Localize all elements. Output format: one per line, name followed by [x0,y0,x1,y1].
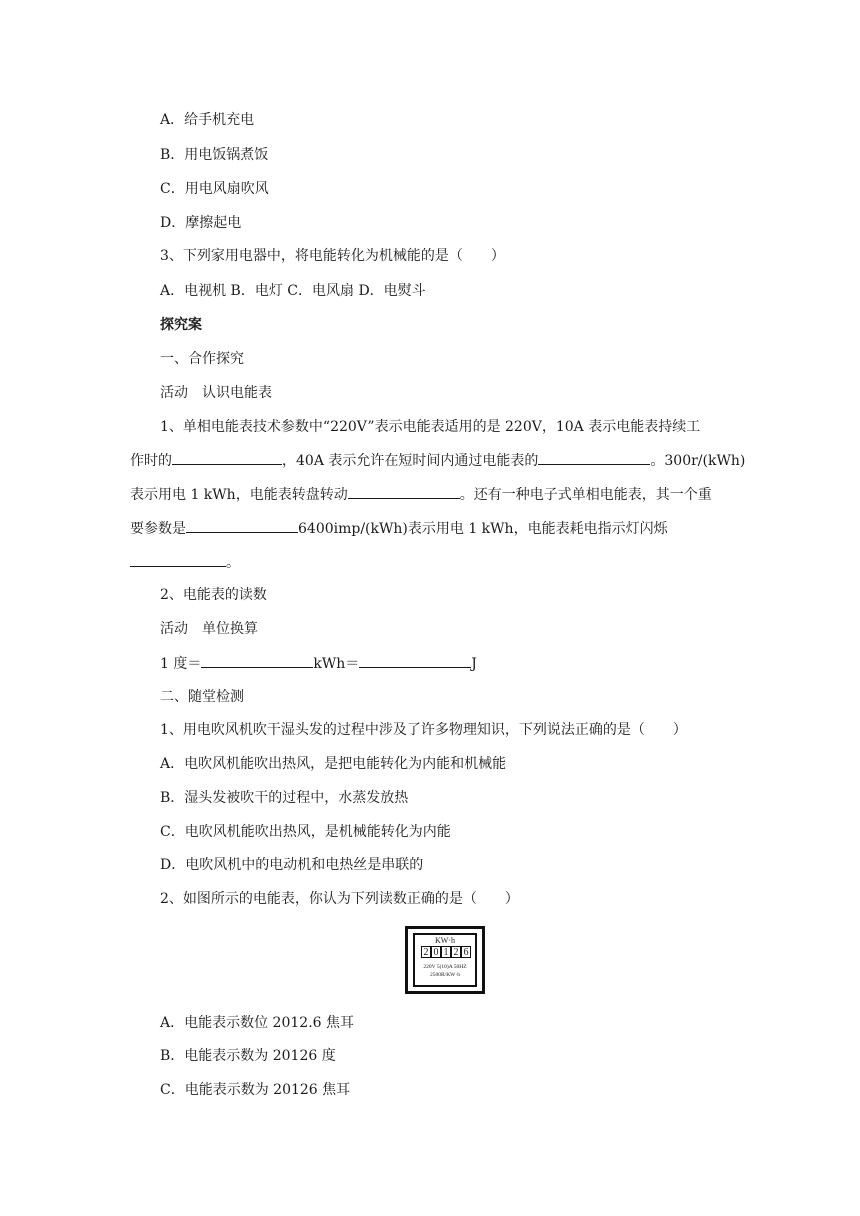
paragraph-1-line-4 [130,518,668,539]
test-question-2-option-b: B．电能表示数为 20126 度 [160,1048,336,1064]
fill-blank[interactable] [359,653,471,668]
text-segment: 。还有一种电子式单相电能表，其一个重 [459,487,712,503]
meter-spec-line-2: 2500R/KW·h [430,972,460,978]
question-3: 3、下列家用电器中，将电能转化为机械能的是（ ） [160,248,505,264]
text-segment: 。300r/(kWh) [650,453,746,469]
test-question-2-option-a: A．电能表示数位 2012.6 焦耳 [160,1015,354,1031]
meter-unit-label: KW·h [435,936,455,945]
test-question-2-option-c: C．电能表示数为 20126 焦耳 [160,1082,351,1098]
text-segment: kWh＝ [313,656,360,672]
paragraph-1-line-3 [130,484,712,505]
meter-digit: 0 [431,946,441,958]
fill-blank[interactable] [201,653,313,668]
fill-blank[interactable] [172,450,282,465]
meter-digit: 1 [441,946,451,958]
part-2-heading: 二、随堂检测 [160,689,244,705]
text-segment: J [471,656,477,672]
unit-conversion-line [160,653,477,674]
option-c-electric-fan: C．用电风扇吹风 [160,181,269,197]
test-question-1-option-b: B．湿头发被吹干的过程中，水蒸发放热 [160,790,409,806]
test-question-1-option-d: D．电吹风机中的电动机和电热丝是串联的 [160,857,424,873]
meter-spec-line-1: 220V 5(10)A 50HZ [423,964,467,970]
fill-blank[interactable] [130,552,226,567]
part-1-heading: 一、合作探究 [160,351,244,367]
text-segment: 要参数是 [130,521,186,537]
meter-spec-text [415,963,475,979]
paragraph-1-line-5 [130,552,240,573]
meter-digit-decimal: 6 [461,946,471,958]
fill-blank[interactable] [538,450,650,465]
question-3-options: A．电视机 B．电灯 C．电风扇 D．电熨斗 [160,283,426,299]
activity-2-heading: 活动 单位换算 [160,621,258,637]
test-question-1: 1、用电吹风机吹干湿头发的过程中涉及了许多物理知识，下列说法正确的是（ ） [160,722,687,738]
option-d-friction: D．摩擦起电 [160,215,242,231]
text-segment: 表示用电 1 kWh，电能表转盘转动 [130,487,348,503]
text-segment: ，40A 表示允许在短时间内通过电能表的 [282,453,539,469]
test-question-1-option-c: C．电吹风机能吹出热风，是机械能转化为内能 [160,824,451,840]
activity-1-heading: 活动 认识电能表 [160,385,272,401]
test-question-1-option-a: A．电吹风机能吹出热风，是把电能转化为内能和机械能 [160,756,507,772]
paragraph-1-line-2 [130,450,745,471]
meter-digit-row [421,946,471,959]
meter-face [413,933,477,987]
paragraph-1-line-1: 1、单相电能表技术参数中“220V”表示电能表适用的是 220V，10A 表示电能表持续工 [160,419,701,435]
electric-meter-figure [405,926,485,994]
fill-blank[interactable] [186,518,298,533]
meter-digit: 2 [421,946,431,958]
text-segment: 6400imp/(kWh)表示用电 1 kWh，电能表耗电指示灯闪烁 [298,521,668,537]
text-segment: 作时的 [130,453,172,469]
test-question-2: 2、如图所示的电能表，你认为下列读数正确的是（ ） [160,891,519,907]
meter-digit: 2 [451,946,461,958]
text-segment: 1 度＝ [160,656,202,672]
text-segment: 。 [226,555,240,571]
option-a-charge-phone: A．给手机充电 [160,112,255,128]
fill-blank[interactable] [348,484,460,499]
section-heading-explore: 探究案 [160,317,202,333]
option-b-rice-cooker: B．用电饭锅煮饭 [160,147,269,163]
paragraph-2-heading: 2、电能表的读数 [160,587,267,603]
